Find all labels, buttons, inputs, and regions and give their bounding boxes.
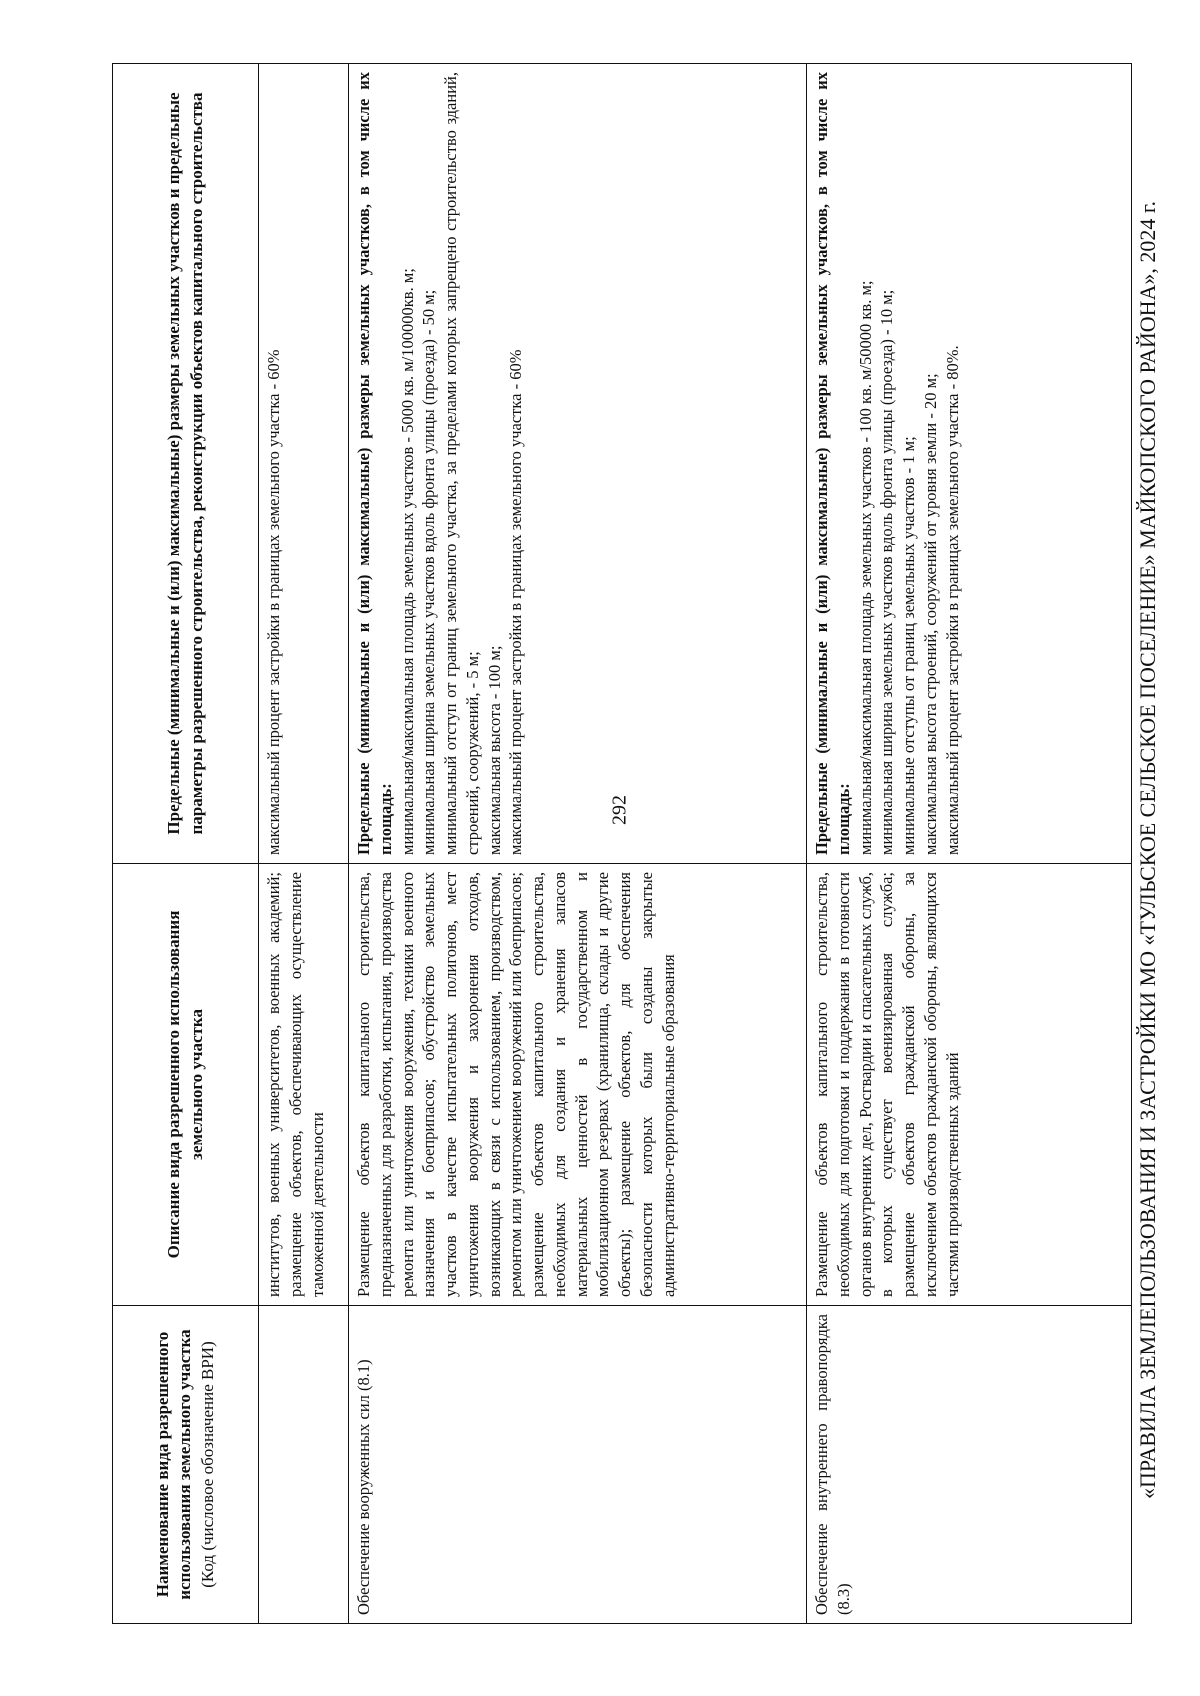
row-description-cell: институтов, военных университетов, военных академий; размещение объектов, обеспечивающих осуществление таможенной деятельности	[259, 864, 349, 1306]
header-name-column	[113, 1306, 259, 1624]
row-description-cell: Размещение объектов капитального строительства, предназначенных для разработки, испытания, производства ремонта или уничтожения вооружения, техники военного назначения и боеприпасов; обустройство земельных участков в качестве испытательных полигонов, мест уничтожения вооружения и захоронения отходов, возникающих в связи с использованием, производством, ремонтом или уничтожением вооружений или боеприпасов; размещение объектов капитального строительства, необходимых для создания и хранения запасов материальных ценностей в государственном и мобилизационном резервах (хранилища, склады и другие объекты); размещение объектов, для обеспечения безопасности которых были созданы закрытые административно-территориальные образования	[349, 864, 807, 1306]
header-params-column: Предельные (минимальные и (или) максимальные) размеры земельных участков и предельные параметры разрешенного строительства, реконструкции объектов капитального строительства	[113, 64, 259, 864]
param-line: минимальные отступы от границ земельных участков - 1 м;	[899, 436, 919, 855]
row-params-cell	[349, 64, 807, 864]
row-params-cell	[807, 64, 1132, 864]
table-row	[259, 64, 349, 1624]
param-line: минимальная ширина земельных участков вдоль фронта улицы (проезда) - 10 м;	[877, 289, 897, 855]
param-line: минимальная ширина земельных участков вдоль фронта улицы (проезда) - 50 м;	[419, 289, 439, 855]
param-line: максимальный процент застройки в границах земельного участка - 80%.	[942, 345, 962, 855]
row-description-cell: Размещение объектов капитального строительства, необходимых для подготовки и поддержания в готовности органов внутренних дел, Росгвардии и спасательных служб, в которых существует военизированная служба; размещение объектов гражданской обороны, за исключением объектов гражданской обороны, являющихся частями производственных зданий	[807, 864, 1132, 1306]
param-line: максимальная высота строений, сооружений от уровня земли - 20 м;	[920, 373, 940, 855]
row-name-cell	[259, 1306, 349, 1624]
page-number: 292	[608, 795, 631, 825]
param-line: минимальный отступ от границ земельного участка, за пределами которых запрещено строительство зданий, строений, сооружений, - 5 м;	[441, 72, 482, 855]
table-row	[807, 64, 1132, 1624]
table-header-row	[113, 64, 259, 1624]
param-line: максимальный процент застройки в границах земельного участка - 60%	[506, 349, 526, 855]
document-footer: «ПРАВИЛА ЗЕМЛЕПОЛЬЗОВАНИЯ И ЗАСТРОЙКИ МО «ТУЛЬСКОЕ СЕЛЬСКОЕ ПОСЕЛЕНИЕ» МАЙКОПСКОГО РАЙОНА», 2024 г.	[1135, 201, 1160, 1499]
param-line: минимальная/максимальная площадь земельных участков - 5000 кв. м/100000кв. м;	[397, 268, 417, 855]
params-title: Предельные (минимальные и (или) максимальные) размеры земельных участков, в том числе их площадь:	[812, 72, 853, 855]
header-code-text: (Код (числовое обозначение ВРИ)	[197, 1341, 217, 1588]
param-line: максимальная высота - 100 м;	[484, 645, 504, 855]
param-line: максимальный процент застройки в границах земельного участка - 60%	[264, 349, 283, 855]
header-description-column: Описание вида разрешенного использования земельного участка	[113, 864, 259, 1306]
row-name-cell: Обеспечение внутреннего правопорядка (8.3)	[807, 1306, 1132, 1624]
header-name-text: Наименование вида разрешенного использования земельного участка	[153, 1329, 195, 1600]
landscape-table-area	[112, 64, 1132, 1624]
regulations-table	[112, 63, 1132, 1624]
param-line: минимальная/максимальная площадь земельных участков - 100 кв. м/50000 кв. м;	[855, 280, 875, 855]
table-row	[349, 64, 807, 1624]
row-name-cell: Обеспечение вооруженных сил (8.1)	[349, 1306, 807, 1624]
params-title: Предельные (минимальные и (или) максимальные) размеры земельных участков, в том числе их площадь:	[354, 72, 395, 855]
row-params-cell	[259, 64, 349, 864]
